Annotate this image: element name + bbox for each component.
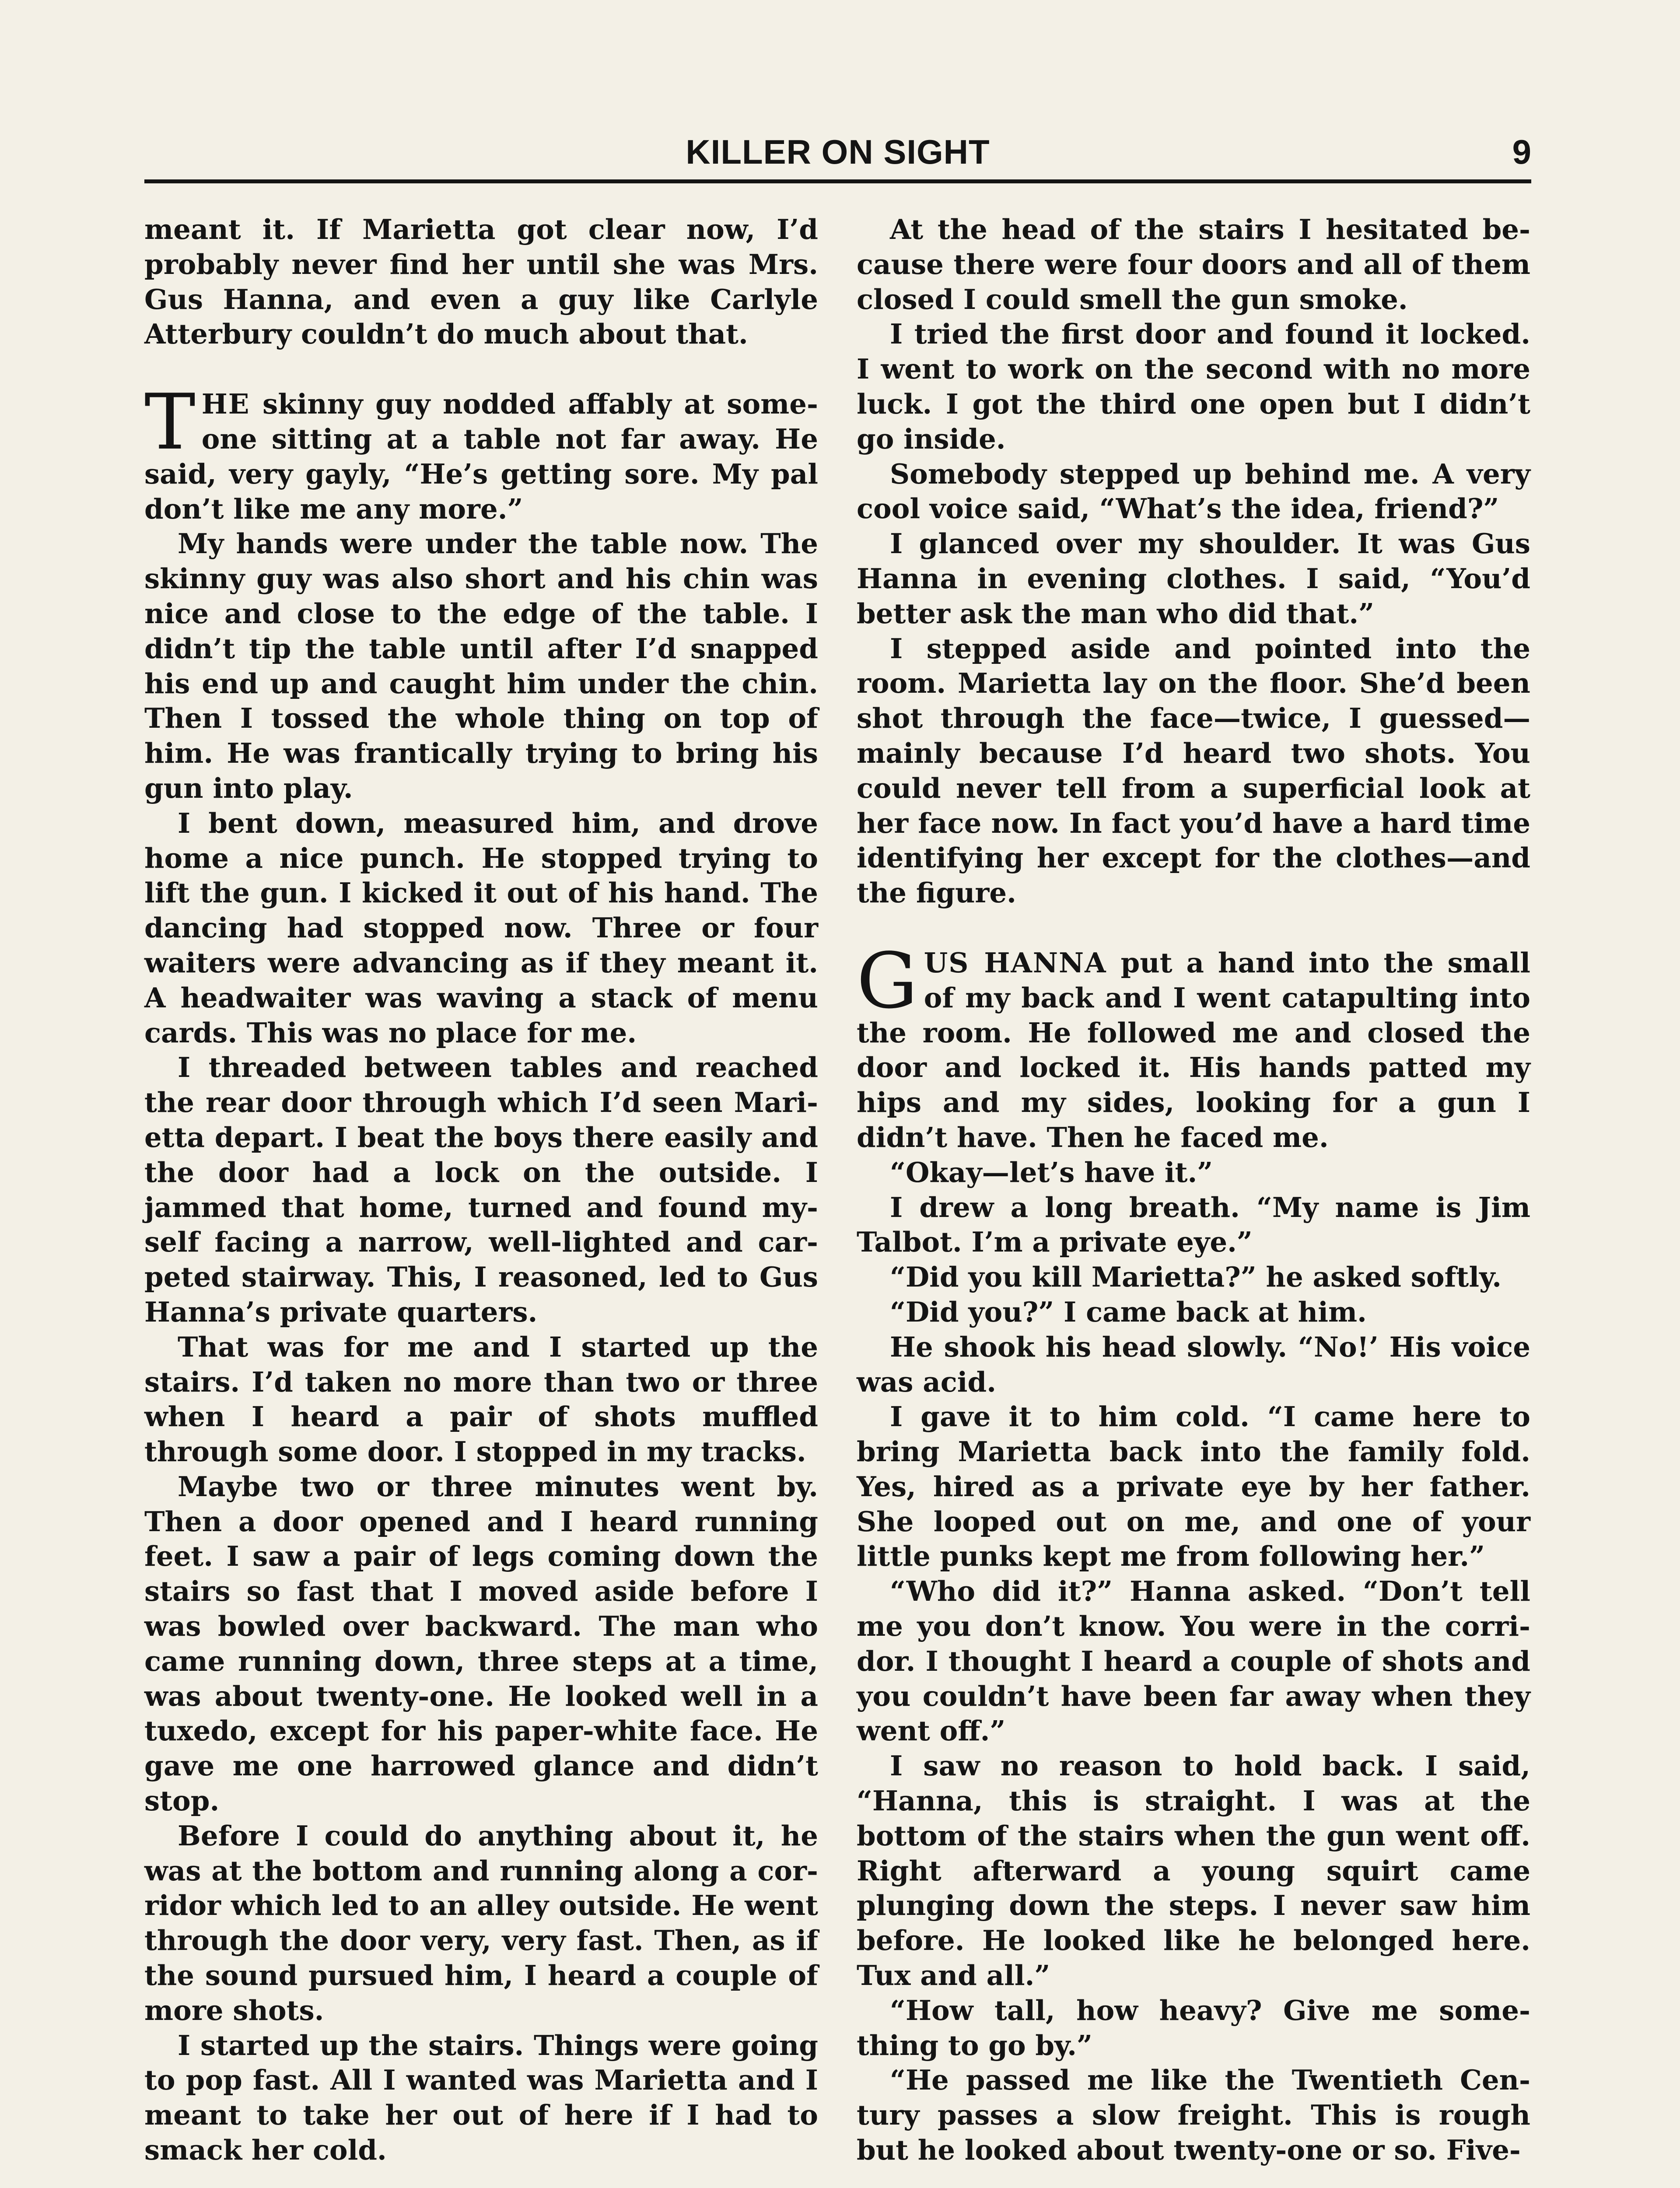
paragraph: I started up the stairs. Things were going to pop fast. All I wanted was Marietta and I meant to take her out of here if I had to smack her cold. <box>144 2029 818 2167</box>
paragraph: I gave it to him cold. “I came here to bring Marietta back into the family fold. Yes, hired as a private eye by her father. She looped out on me, and one of your little punks kept me from following her.” <box>857 1400 1530 1573</box>
page-number: 9 <box>1512 133 1531 171</box>
page-header <box>144 128 1531 176</box>
drop-cap: G <box>857 936 918 1026</box>
paragraph: “Did you kill Marietta?” he asked softly. <box>890 1261 1502 1294</box>
left-column <box>144 212 818 2168</box>
paragraph: I bent down, measured him, and drove home a nice punch. He stopped trying to lift the gun. I kicked it out of his hand. The dancing had stopped now. Three or four waiters were advancing as if they meant it. A headwaiter was waving a stack of menu cards. This was no place for me. <box>144 806 818 1049</box>
lead-text: put a hand into the small of my back and I went catapulting into the room. He followed me and closed the door and locked it. His hands patted my hips and my sides, looking for a gun I didn’t have. Then he faced me. <box>857 946 1530 1154</box>
paragraph: I tried the first door and found it locked. I went to work on the second with no more luck. I got the third one open but I didn’t go inside. <box>857 318 1530 455</box>
paragraph: I drew a long breath. “My name is Jim Talbot. I’m a private eye.” <box>857 1191 1530 1259</box>
paragraph: I saw no reason to hold back. I said, “Hanna, this is straight. I was at the bottom of the stairs when the gun went off. Right afterward a young squirt came plunging down the steps. I never saw him before. He looked like he belonged here. Tux and all.” <box>857 1750 1530 1992</box>
paragraph: “Who did it?” Hanna asked. “Don’t tell me you don’t know. You were in the corridor. I thought I heard a couple of shots and you couldn’t have been far away when they went off.” <box>857 1575 1530 1747</box>
section-lead-paragraph <box>144 378 818 526</box>
paragraph: I glanced over my shoulder. It was Gus Hanna in evening clothes. I said, “You’d better ask the man who did that.” <box>857 527 1530 630</box>
paragraph: Somebody stepped up behind me. A very cool voice said, “What’s the idea, friend?” <box>857 457 1530 525</box>
section-lead-paragraph <box>857 936 1530 1155</box>
paragraph: “How tall, how heavy? Give me something to go by.” <box>857 1994 1530 2062</box>
paragraph: I stepped aside and pointed into the room. Marietta lay on the floor. She’d been shot through the face—twice, I guessed—mainly because I’d heard two shots. You could never tell from a superficial look at her face now. In fact you’d have a hard time identifying her except for the clothes—and the figure. <box>857 632 1530 909</box>
running-title: KILLER ON SIGHT <box>686 133 990 171</box>
lead-text: skinny guy nodded affably at someone sitting at a table not far away. He said, very gayly, “He’s getting sore. My pal don’t like me any more.” <box>144 388 818 525</box>
paragraph: Before I could do anything about it, he was at the bottom and running along a corridor which led to an alley outside. He went through the door very, very fast. Then, as if the sound pursued him, I heard a couple of more shots. <box>144 1819 818 2027</box>
paragraph: Maybe two or three minutes went by. Then a door opened and I heard running feet. I saw a pair of legs coming down the stairs so fast that I moved aside before I was bowled over backward. The man who came running down, three steps at a time, was about twenty-one. He looked well in a tuxedo, except for his paper-white face. He gave me one harrowed glance and didn’t stop. <box>144 1470 818 1817</box>
paragraph: meant it. If Marietta got clear now, I’d probably never find her until she was Mrs. Gus Hanna, and even a guy like Carlyle Atterbury couldn’t do much about that. <box>144 213 818 351</box>
paragraph: “He passed me like the Twentieth Century passes a slow freight. This is rough but he looked about twenty-one or so. Five- <box>857 2064 1530 2167</box>
lead-caps: HE <box>201 388 250 421</box>
right-column <box>857 212 1530 2168</box>
paragraph: At the head of the stairs I hesitated because there were four doors and all of them closed I could smell the gun smoke. <box>857 213 1530 316</box>
paragraph: That was for me and I started up the stairs. I’d taken no more than two or three when I heard a pair of shots muffled through some door. I stopped in my tracks. <box>144 1330 818 1468</box>
paragraph: He shook his head slowly. “No!’ His voice was acid. <box>857 1330 1530 1398</box>
paragraph: I threaded between tables and reached the rear door through which I’d seen Marietta depart. I beat the boys there easily and the door had a lock on the outside. I jammed that home, turned and found myself facing a narrow, well-lighted and carpeted stairway. This, I reasoned, led to Gus Hanna’s private quarters. <box>144 1051 818 1328</box>
drop-cap: T <box>144 378 196 467</box>
lead-caps: US HANNA <box>924 946 1107 979</box>
paragraph: “Okay—let’s have it.” <box>890 1156 1213 1189</box>
paragraph: My hands were under the table now. The skinny guy was also short and his chin was nice and close to the edge of the table. I didn’t tip the table until after I’d snapped his end up and caught him under the chin. Then I tossed the whole thing on top of him. He was frantically trying to bring his gun into play. <box>144 527 818 804</box>
header-rule <box>144 179 1531 183</box>
paragraph: “Did you?” I came back at him. <box>890 1295 1367 1328</box>
